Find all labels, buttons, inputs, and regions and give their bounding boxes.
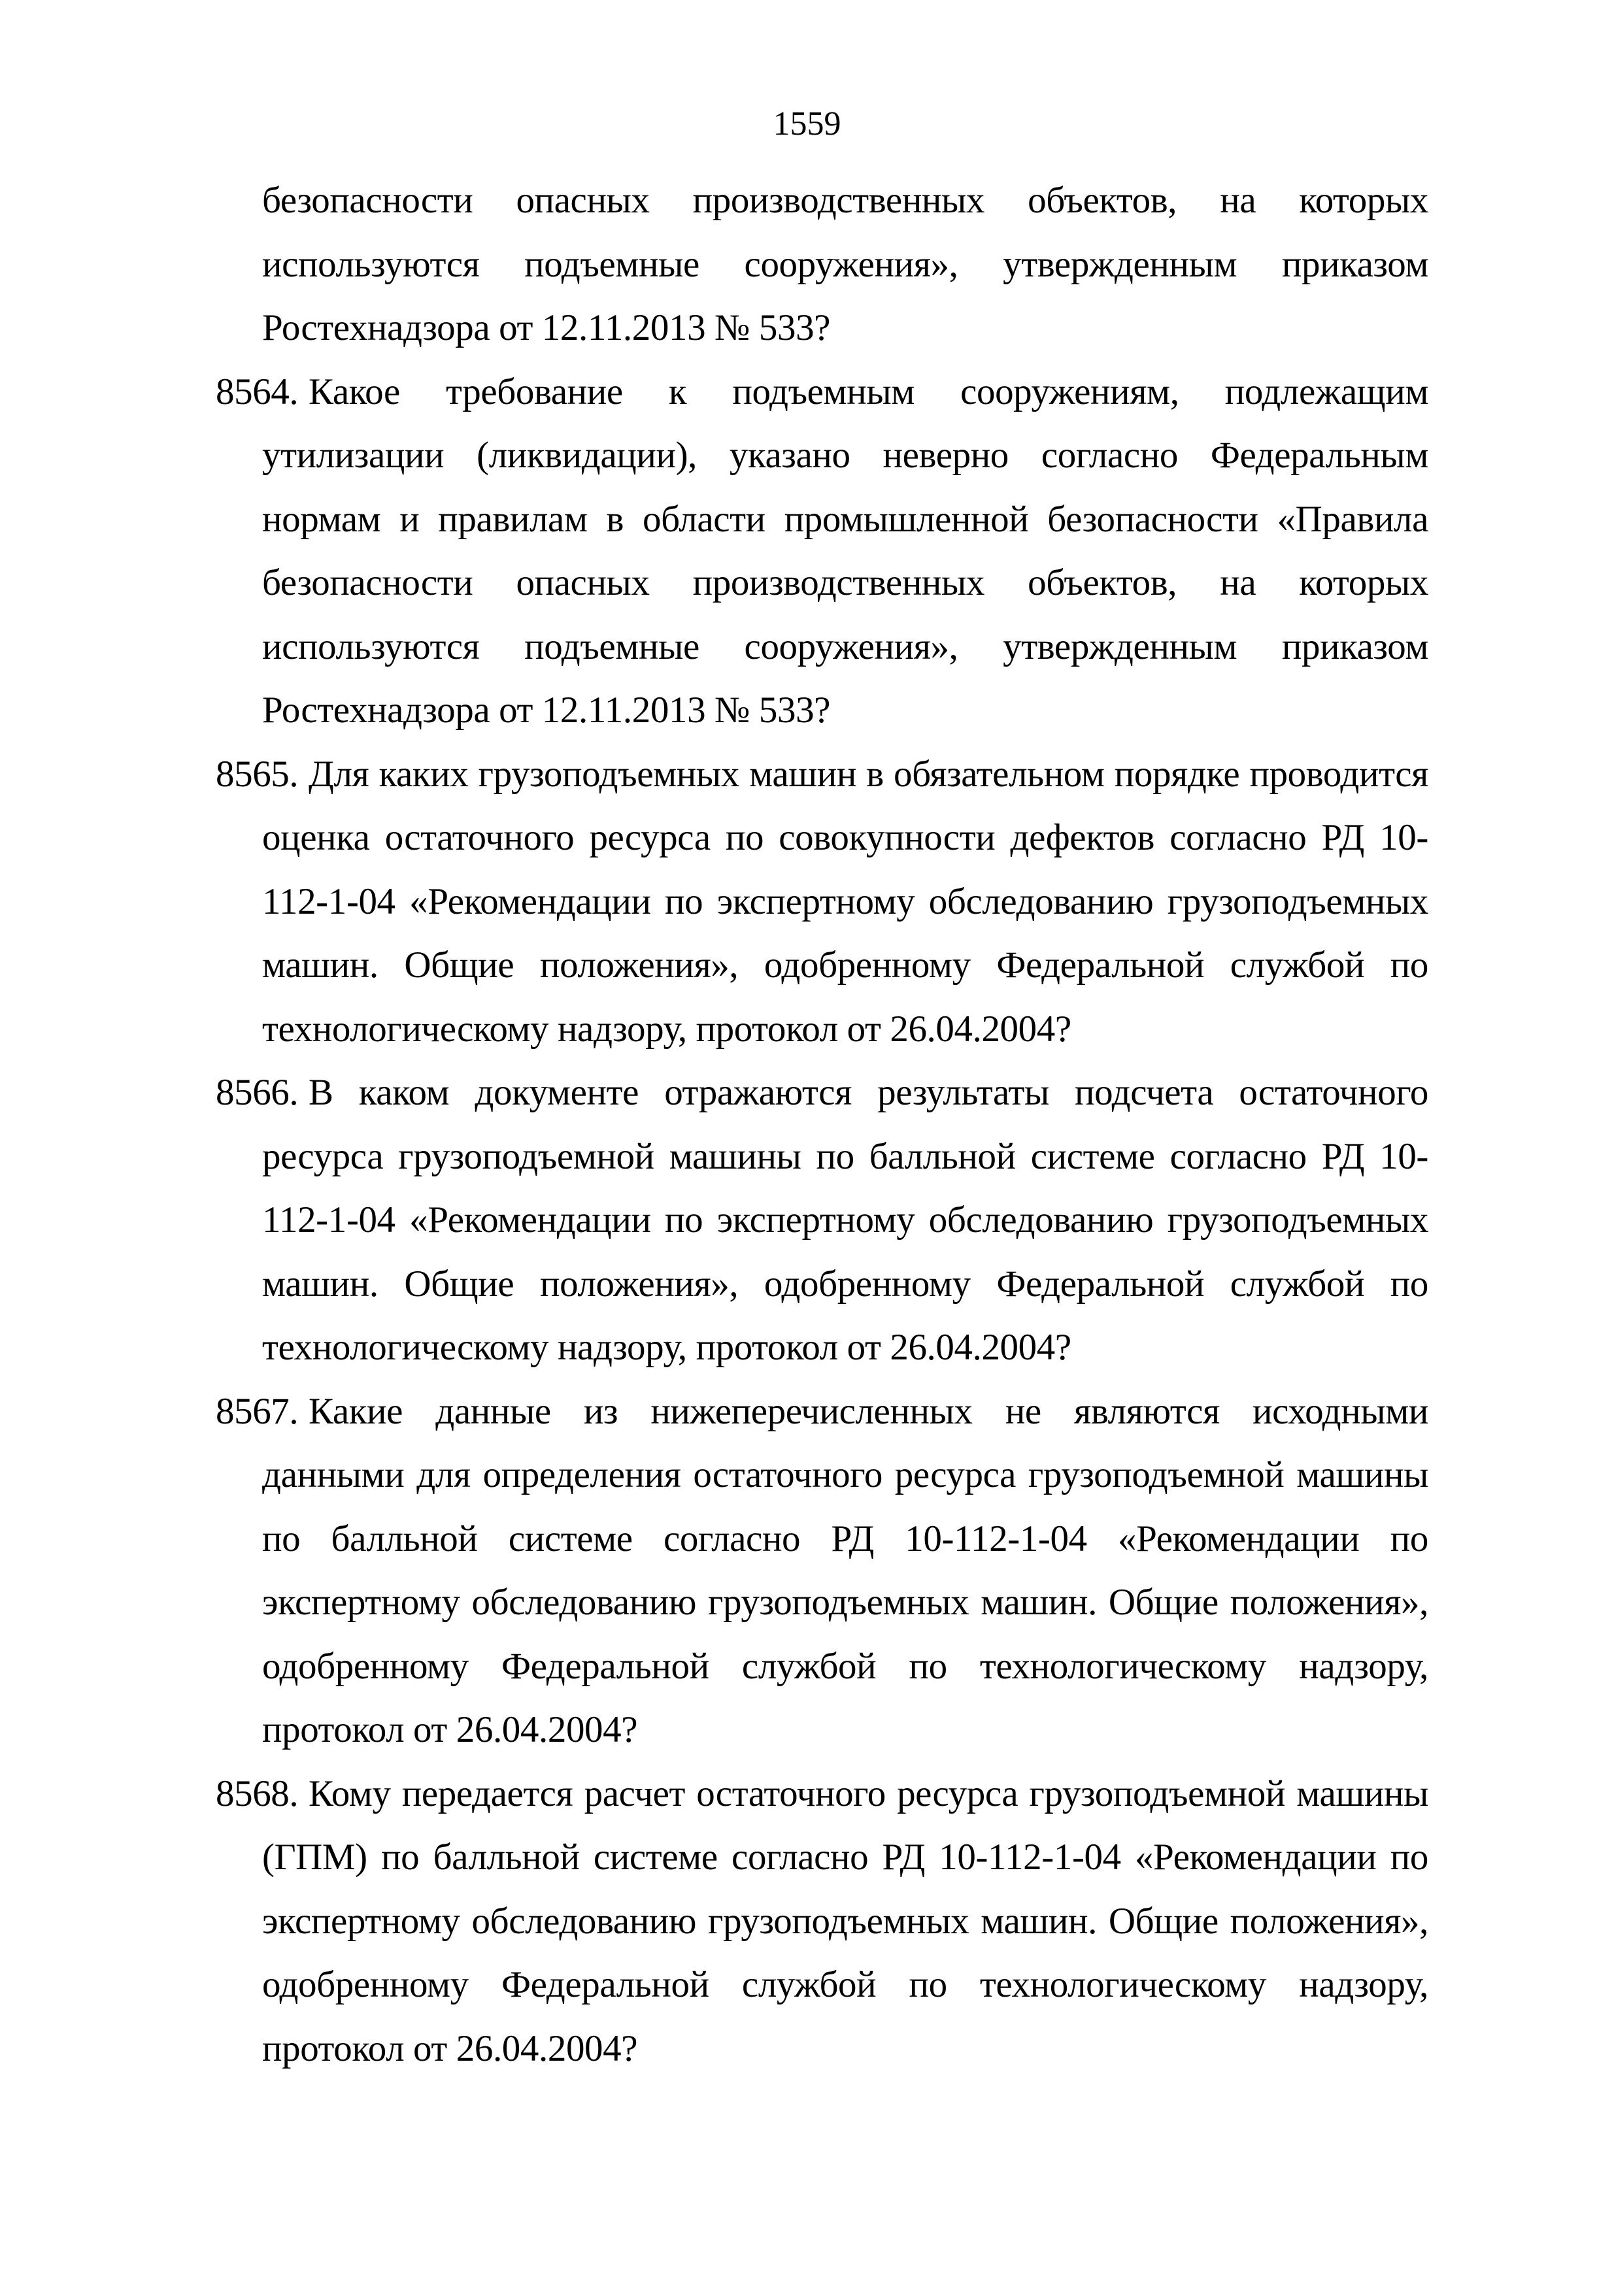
question-text: В каком документе отражаются результаты подсчета остаточного ресурса грузоподъемной машины по балльной системе согласно РД 10-112-1-04 «Рекомендации по экспертному обследованию грузоподъемных машин. Общие положения», одобренному Федеральной службой по технологическому надзору, протокол от 26.04.2004? (262, 1072, 1428, 1368)
question-number: 8565. (216, 753, 299, 795)
question-text: Какое требование к подъемным сооружениям, подлежащим утилизации (ликвидации), указано неверно согласно Федеральным нормам и правилам в области промышленной безопасности «Правила безопасности опасных производственных объектов, на которых используются подъемные сооружения», утвержденным приказом Ростехнадзора от 12.11.2013 № 533? (262, 371, 1428, 731)
document-body (216, 169, 1428, 2080)
question-number: 8568. (216, 1772, 299, 1814)
question-number: 8567. (216, 1390, 299, 1432)
question-text: Кому передается расчет остаточного ресурса грузоподъемной машины (ГПМ) по балльной системе согласно РД 10-112-1-04 «Рекомендации по экспертному обследованию грузоподъемных машин. Общие положения», одобренному Федеральной службой по технологическому надзору, протокол от 26.04.2004? (262, 1772, 1428, 2069)
question-item (216, 1061, 1428, 1380)
continuation-paragraph: безопасности опасных производственных объектов, на которых используются подъемные сооружения», утвержденным приказом Ростехнадзора от 12.11.2013 № 533? (262, 180, 1428, 348)
question-item (216, 742, 1428, 1061)
question-number: 8566. (216, 1072, 299, 1113)
question-item (216, 1380, 1428, 1762)
question-item (216, 360, 1428, 742)
question-text: Какие данные из нижеперечисленных не являются исходными данными для определения остаточного ресурса грузоподъемной машины по балльной системе согласно РД 10-112-1-04 «Рекомендации по экспертному обследованию грузоподъемных машин. Общие положения», одобренному Федеральной службой по технологическому надзору, протокол от 26.04.2004? (262, 1390, 1428, 1750)
question-item (216, 1762, 1428, 2081)
question-number: 8564. (216, 371, 299, 412)
question-text: Для каких грузоподъемных машин в обязательном порядке проводится оценка остаточного ресурса по совокупности дефектов согласно РД 10-112-1-04 «Рекомендации по экспертному обследованию грузоподъемных машин. Общие положения», одобренному Федеральной службой по технологическому надзору, протокол от 26.04.2004? (262, 753, 1428, 1050)
page-number: 1559 (773, 105, 841, 142)
